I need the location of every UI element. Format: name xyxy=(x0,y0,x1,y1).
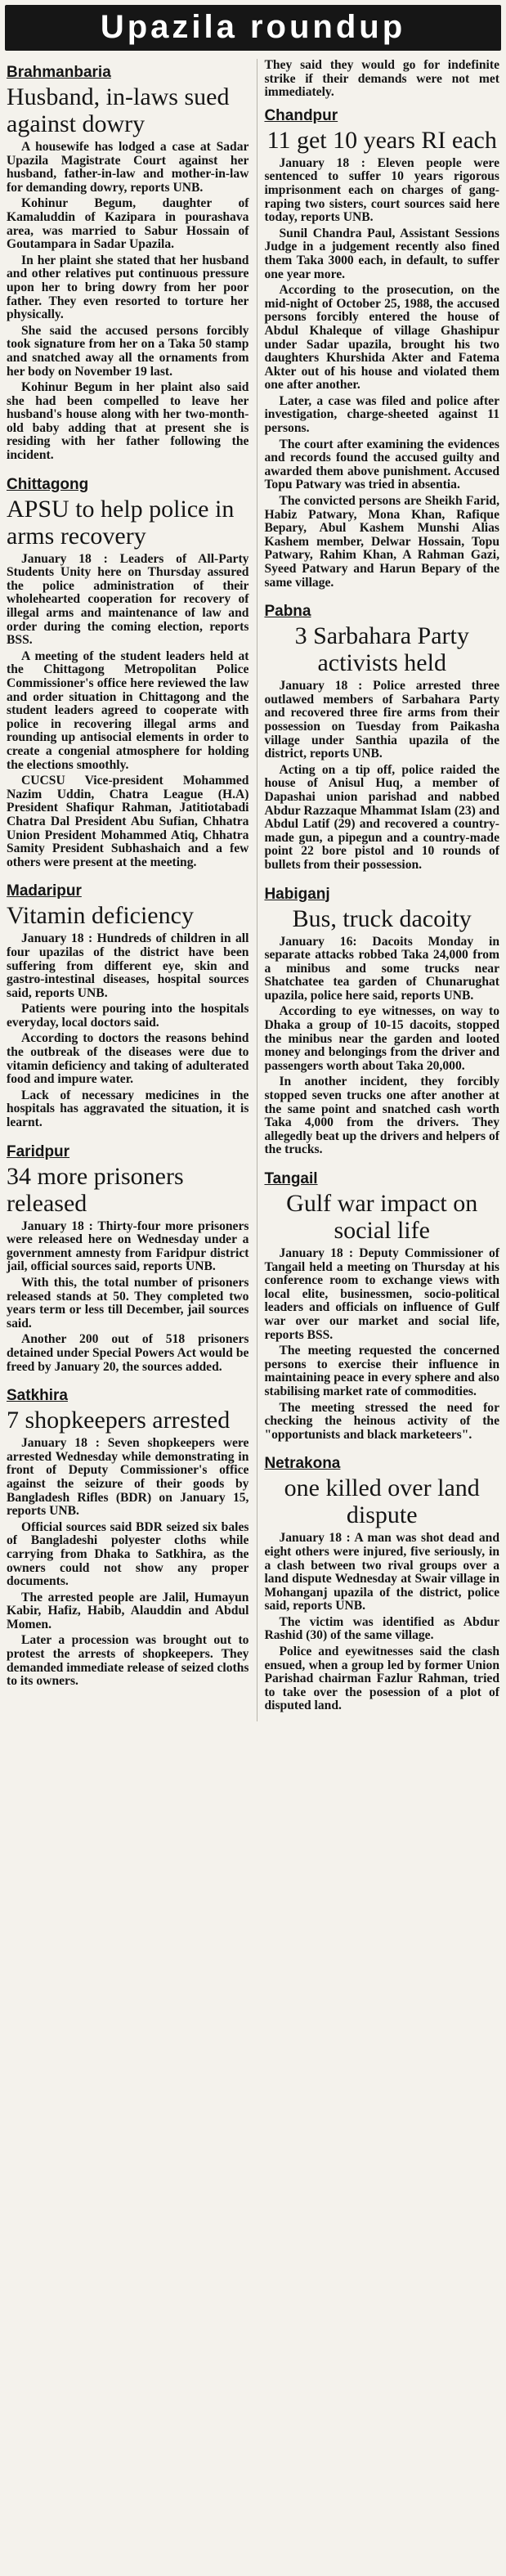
headline: Gulf war impact on social life xyxy=(286,1190,478,1244)
story-chandpur xyxy=(264,102,499,590)
story-body xyxy=(264,1247,499,1442)
paragraph: CUCSU Vice-president Mohammed Nazim Uddin, Chatra League (H.A) President Shafiqur Rahman, Jatitiotabadi Chatra Dal President Abu Sufian, Chhatra Union President Mohammed Atiq, Chhatra Samity President Subhashaich and a few others were present at the meeting. xyxy=(7,774,249,869)
headline: Vitamin deficiency xyxy=(7,902,194,930)
continued-text: They said they would go for indefinite strike if their demands were not met immediately. xyxy=(264,58,499,100)
paragraph: According to doctors the reasons behind the outbreak of the diseases were due to vitamin deficiency and taking of adulterated food and impure water. xyxy=(7,1031,249,1087)
paragraph: January 18 : Police arrested three outlawed members of Sarbahara Party and recovered three fire arms from their possession on Tuesday from Paikasha village under Santhia upazila of the district, reports UNB. xyxy=(264,679,499,761)
story-body xyxy=(7,932,249,1129)
story-pabna xyxy=(264,598,499,872)
left-column xyxy=(7,59,249,1721)
paragraph: January 18 : Hundreds of children in all four upazilas of the district have been suffering from different eye, skin and gastro-intestinal diseases, hospital sources said, reports UNB. xyxy=(7,931,249,1000)
dateline: Faridpur xyxy=(7,1142,70,1160)
dateline: Brahmanbaria xyxy=(7,64,111,81)
paragraph: January 18 : Seven shopkeepers were arrested Wednesday while demonstrating in front of Deputy Commissioner's office against the seizure of their goods by Bangladesh Rifles (BDR) on January 15, reports UNB. xyxy=(7,1436,249,1519)
paragraph: Later a procession was brought out to protest the arrests of shopkeepers. They demanded immediate release of seized cloths to its owners. xyxy=(7,1633,249,1689)
dateline: Madaripur xyxy=(7,882,82,900)
story-body xyxy=(7,141,249,463)
right-column-stories xyxy=(264,102,499,1713)
paragraph: She said the accused persons forcibly took signature from her on a Taka 50 stamp and snatched away all the ornaments from her body on November 19 last. xyxy=(7,323,249,379)
paragraph: A housewife has lodged a case at Sadar Upazila Magistrate Court against her husband, father-in-law and mother-in-law for demanding dowry, reports UNB. xyxy=(7,140,249,195)
paragraph: January 18 : Thirty-four more prisoners were released here on Wednesday under a government amnesty from Faridpur district jail, official sources said, reports UNB. xyxy=(7,1218,249,1274)
headline: 34 more prisoners released xyxy=(7,1162,184,1217)
paragraph: Patients were pouring into the hospitals everyday, local doctors said. xyxy=(7,1002,249,1030)
paragraph: Another 200 out of 518 prisoners detained under Special Powers Act would be freed by January 20, the sources added. xyxy=(7,1332,249,1374)
headline: 11 get 10 years RI each xyxy=(266,126,497,154)
right-column xyxy=(257,59,499,1721)
paragraph: Sunil Chandra Paul, Assistant Sessions Judge in a judgement recently also fined them Taka 3000 each, in default, to suffer one year more. xyxy=(264,226,499,281)
paragraph: January 18 : Deputy Commissioner of Tangail held a meeting on Thursday at his conference room to exchange views with local elite, businessmen, socio-political leaders and officials on influence of Gulf war over our market and social life, reports BSS. xyxy=(264,1246,499,1342)
dateline: Netrakona xyxy=(264,1455,341,1473)
paragraph: The court after examining the evidences and records found the accused guilty and awarded them above punishment. Accused Topu Patwary was tried in absentia. xyxy=(264,437,499,492)
paragraph: With this, the total number of prisoners released stands at 50. They completed two years term or less till December, jail sources said. xyxy=(7,1276,249,1331)
dateline: Satkhira xyxy=(7,1387,68,1405)
story-satkhira xyxy=(7,1382,249,1689)
story-tangail xyxy=(264,1165,499,1442)
section-banner xyxy=(5,5,501,51)
dateline: Pabna xyxy=(264,603,311,621)
paragraph: Kohinur Begum in her plaint also said she had been compelled to leave her husband's house along with her two-month-old baby adding that at present she is residing with her father following the incident. xyxy=(7,380,249,463)
headline: APSU to help police in arms recovery xyxy=(7,495,235,550)
section-title: Upazila roundup xyxy=(100,9,406,45)
dateline: Tangail xyxy=(264,1170,318,1187)
paragraph: Later, a case was filed and police after investigation, charge-sheeted against 11 persons. xyxy=(264,393,499,436)
paragraph: According to the prosecution, on the mid-night of October 25, 1988, the accused persons forcibly entered the house of Abdul Khaleque of village Ghashipur under Sadar upazila, brought his two daughters Khurshida Akter and Fatema Akter out of his house and violated them one after another. xyxy=(264,283,499,393)
story-body xyxy=(264,680,499,872)
story-body xyxy=(264,1532,499,1713)
paragraph: The convicted persons are Sheikh Farid, Habiz Patwary, Mona Khan, Rafique Bepary, Abul Kashem Munshi Alias Kashem member, Delwar Hossain, Topu Patwary, Rahim Khan, A Rahman Gazi, Syeed Patwary and Harun Bepary of the same village. xyxy=(264,494,499,590)
paragraph: Acting on a tip off, police raided the house of Anisul Huq, a member of Dapashai union parishad and nabbed Abdur Razzaque Mhammat Islam (23) and Abdul Latif (29) and recovered a country-made gun, a pipegun and a country-made point 22 bore pistol and 10 rounds of bullets from their possession. xyxy=(264,762,499,872)
paragraph: January 18 : A man was shot dead and eight others were injured, five seriously, in a clash between two rival groups over a land dispute Wednesday at Swair village in Mohanganj upazila of the district, police said, reports UNB. xyxy=(264,1531,499,1613)
dateline: Chandpur xyxy=(264,106,338,124)
story-body xyxy=(7,1437,249,1689)
story-body xyxy=(264,157,499,590)
dateline: Habiganj xyxy=(264,885,330,903)
story-chittagong xyxy=(7,471,249,870)
headline: 7 shopkeepers arrested xyxy=(7,1407,231,1434)
story-faridpur xyxy=(7,1138,249,1375)
paragraph: According to eye witnesses, on way to Dhaka a group of 10-15 dacoits, stopped the minibus near the garden and looted money and belongings from the driver and passengers worth about Taka 20,000. xyxy=(264,1004,499,1073)
paragraph: January 18 : Eleven people were sentenced to suffer 10 years rigorous imprisonment each on charges of gang-raping two sisters, court sources said here today, reports UNB. xyxy=(264,155,499,225)
paragraph: A meeting of the student leaders held at the Chittagong Metropolitan Police Commissioner's office here reviewed the law and order situation in Chittagong and the student leaders agreed to cooperate with police in recovering illegal arms and rounding up antisocial elements in order to create a congenial atmosphere for holding the elections smoothly. xyxy=(7,648,249,772)
paragraph: The meeting stressed the need for checking the heinous activity of the "opportunists and black marketeers". xyxy=(264,1400,499,1442)
paragraph: Official sources said BDR seized six bales of Bangladeshi polyester cloths while carrying from Dhaka to Satkhira, as the owners could not show any proper documents. xyxy=(7,1519,249,1589)
headline: Bus, truck dacoity xyxy=(292,904,472,932)
columns xyxy=(3,51,503,1721)
paragraph: The victim was identified as Abdur Rashid (30) of the same village. xyxy=(264,1614,499,1643)
story-body xyxy=(7,1220,249,1375)
headline: Husband, in-laws sued against dowry xyxy=(7,83,230,137)
story-netrakona xyxy=(264,1450,499,1713)
story-body xyxy=(7,553,249,870)
headline: one killed over land dispute xyxy=(284,1474,480,1529)
paragraph: In another incident, they forcibly stopped seven trucks one after another at the same point and snatched cash worth Taka 4,000 from the drivers. They allegedly beat up the drivers and helpers of the trucks. xyxy=(264,1075,499,1157)
paragraph: January 18 : Leaders of All-Party Students Unity here on Thursday assured the police administration of their wholehearted cooperation for recovery of illegal arms and maintenance of law and order during the coming election, reports BSS. xyxy=(7,551,249,648)
paragraph: The meeting requested the concerned persons to exercise their influence in maintaining peace in every sphere and also stabilising market rate of commodities. xyxy=(264,1344,499,1398)
headline: 3 Sarbahara Party activists held xyxy=(294,622,469,677)
paragraph: Kohinur Begum, daughter of Kamaluddin of Kazipara in pourashava area, was married to Sabur Hossain of Goutampara in Sadar Upazila. xyxy=(7,196,249,252)
dateline: Chittagong xyxy=(7,475,89,493)
story-madaripur xyxy=(7,877,249,1129)
paragraph: Lack of necessary medicines in the hospitals has aggravated the situation, it is learnt. xyxy=(7,1088,249,1130)
paragraph: The arrested people are Jalil, Humayun Kabir, Hafiz, Habib, Alauddin and Abdul Momen. xyxy=(7,1590,249,1631)
paragraph: January 16: Dacoits Monday in separate attacks robbed Taka 24,000 from a minibus and some trucks near Shatchatee tea garden of Chunarughat upazila, police here said, reports UNB. xyxy=(264,934,499,1003)
story-body xyxy=(264,936,499,1158)
story-habiganj xyxy=(264,881,499,1158)
paragraph: In her plaint she stated that her husband and other relatives put continuous pressure upon her to bring dowry from her poor father. They even resorted to torture her physically. xyxy=(7,253,249,322)
paragraph: Police and eyewitnesses said the clash ensued, when a group led by former Union Parishad chairman Fazlur Rahman, tried to take over the posession of a plot of disputed land. xyxy=(264,1645,499,1713)
story-brahmanbaria xyxy=(7,59,249,463)
